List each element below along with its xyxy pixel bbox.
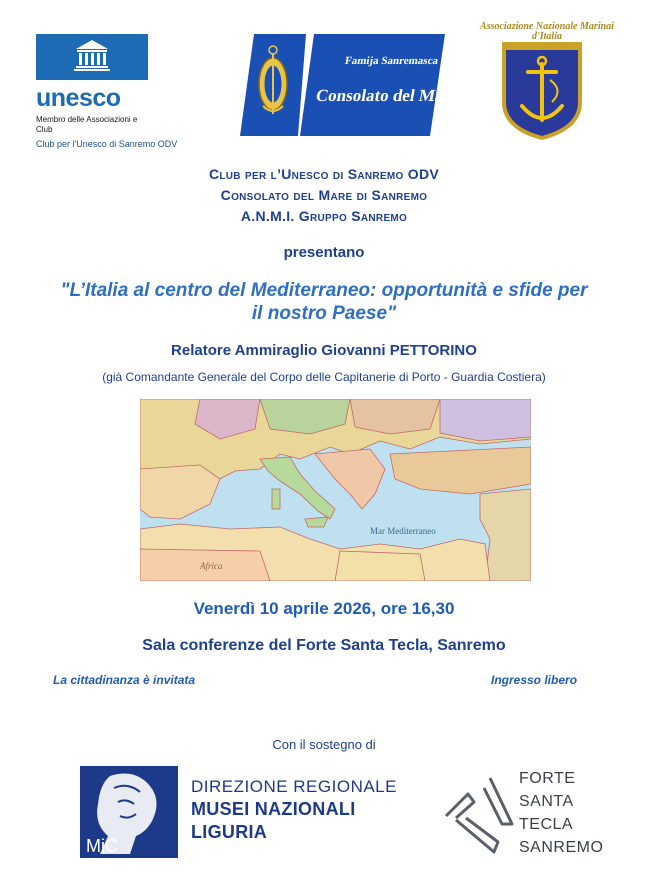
unesco-emblem (36, 34, 148, 80)
event-title-line2: il nostro Paese" (251, 303, 397, 324)
consolato-top-text: Famija Sanremasca (343, 55, 440, 67)
event-title-line1: "L’Italia al centro del Mediterraneo: opportunità e sfide per (60, 280, 588, 301)
forte-line4: SANREMO (519, 839, 604, 856)
organizer-consolato: Consolato del Mare di Sanremo (220, 187, 428, 203)
mic-logo (80, 766, 178, 858)
forte-santa-tecla-logo (438, 772, 518, 858)
event-date: Venerdì 10 aprile 2026, ore 16,30 (193, 599, 455, 618)
entry-note: Ingresso libero (491, 673, 578, 687)
map-sea-label: Mar Mediterraneo (370, 526, 436, 536)
consolato-del-mare-logo (240, 34, 445, 136)
unesco-wordmark: unesco (36, 84, 121, 112)
forte-line2: SANTA (519, 793, 574, 810)
unesco-club-caption: Club per l'Unesco di Sanremo ODV (36, 139, 178, 149)
mediterranean-map (140, 399, 531, 581)
forte-line1: FORTE (519, 770, 576, 787)
mic-line2: MUSEI NAZIONALI (191, 799, 356, 819)
anmi-arc-text: Associazione Nazionale Marinai d'Italia (480, 21, 614, 42)
mic-line3: LIGURIA (191, 822, 268, 842)
presentano-label: presentano (283, 244, 365, 261)
mic-line1: DIREZIONE REGIONALE (191, 777, 397, 796)
speaker-name: Relatore Ammiraglio Giovanni PETTORINO (171, 342, 477, 359)
invite-note: La cittadinanza è invitata (53, 673, 196, 687)
mic-badge-text: MiC (86, 836, 118, 856)
anmi-crest-icon (494, 40, 590, 140)
organizer-anmi: A.N.M.I. Gruppo Sanremo (240, 208, 408, 224)
forte-line3: TECLA (519, 816, 574, 833)
unesco-member-text: Membro delle Associazioni e Club (36, 115, 138, 134)
organizer-unesco-club: Club per l’Unesco di Sanremo ODV (208, 166, 440, 182)
speaker-role: (già Comandante Generale del Corpo delle Capitanerie di Porto - Guardia Costiera) (102, 370, 546, 384)
event-venue: Sala conferenze del Forte Santa Tecla, Sanremo (142, 637, 506, 654)
support-label: Con il sostegno di (272, 737, 376, 752)
consolato-main-text: Consolato del Mare (314, 86, 461, 105)
map-africa-label: Africa (200, 561, 223, 571)
